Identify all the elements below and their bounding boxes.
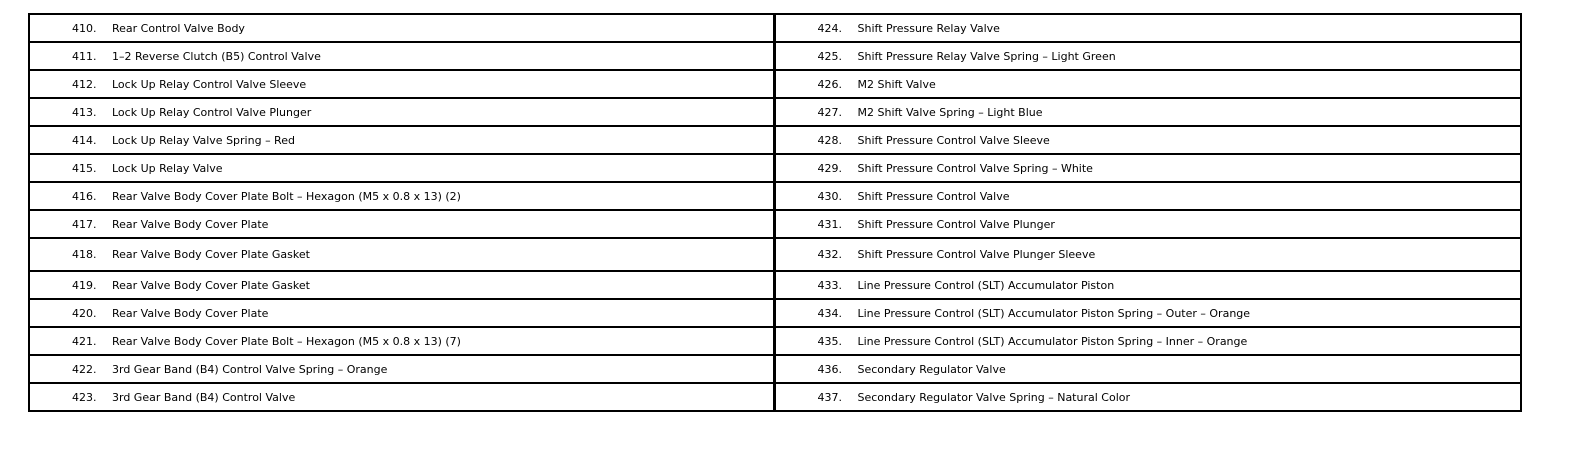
part-description: Secondary Regulator Valve <box>857 362 1006 376</box>
part-number: 413. <box>72 105 97 119</box>
right-column-cell <box>774 383 1521 411</box>
left-column-cell <box>29 14 774 42</box>
legend-entry <box>776 78 1521 91</box>
legend-entry <box>30 78 773 91</box>
part-description: M2 Shift Valve Spring – Light Blue <box>857 105 1043 119</box>
table-row <box>29 14 1521 42</box>
part-description: M2 Shift Valve <box>857 77 936 91</box>
legend-entry <box>30 22 773 35</box>
right-column-cell <box>774 271 1521 299</box>
right-column-cell <box>774 154 1521 182</box>
left-column-cell <box>29 98 774 126</box>
table-row <box>29 126 1521 154</box>
legend-entry <box>776 391 1521 404</box>
parts-legend-body <box>29 14 1521 411</box>
parts-legend-table <box>28 13 1522 412</box>
left-column-cell <box>29 154 774 182</box>
table-row <box>29 154 1521 182</box>
part-number: 437. <box>817 390 842 404</box>
part-number: 427. <box>817 105 842 119</box>
right-column-cell <box>774 210 1521 238</box>
left-column-cell <box>29 271 774 299</box>
part-description: Shift Pressure Relay Valve Spring – Light Green <box>857 49 1116 63</box>
table-row <box>29 271 1521 299</box>
table-row <box>29 42 1521 70</box>
right-column-cell <box>774 299 1521 327</box>
part-description: 1–2 Reverse Clutch (B5) Control Valve <box>112 49 321 63</box>
legend-entry <box>30 190 773 203</box>
part-number: 414. <box>72 133 97 147</box>
left-column-cell <box>29 42 774 70</box>
part-number: 419. <box>72 278 97 292</box>
left-column-cell <box>29 238 774 271</box>
part-number: 418. <box>72 248 97 261</box>
table-row <box>29 299 1521 327</box>
legend-entry <box>776 106 1521 119</box>
right-column-cell <box>774 182 1521 210</box>
part-description: 3rd Gear Band (B4) Control Valve Spring – Orange <box>112 362 388 376</box>
legend-entry <box>776 22 1521 35</box>
right-column-cell <box>774 355 1521 383</box>
right-column-cell <box>774 42 1521 70</box>
part-description: Rear Valve Body Cover Plate Gasket <box>112 248 310 261</box>
part-number: 434. <box>817 306 842 320</box>
part-number: 435. <box>817 334 842 348</box>
part-number: 430. <box>817 189 842 203</box>
table-row <box>29 238 1521 271</box>
legend-entry <box>30 248 773 261</box>
legend-entry <box>30 218 773 231</box>
right-column-cell <box>774 126 1521 154</box>
part-number: 423. <box>72 390 97 404</box>
part-description: Shift Pressure Control Valve Plunger Sleeve <box>857 248 1096 261</box>
table-row <box>29 182 1521 210</box>
legend-entry <box>776 218 1521 231</box>
part-number: 415. <box>72 161 97 175</box>
right-column-cell <box>774 238 1521 271</box>
part-description: Rear Valve Body Cover Plate Bolt – Hexagon (M5 x 0.8 x 13) (7) <box>112 334 461 348</box>
left-column-cell <box>29 126 774 154</box>
part-description: Lock Up Relay Valve Spring – Red <box>112 133 295 147</box>
part-number: 411. <box>72 49 97 63</box>
legend-entry <box>30 162 773 175</box>
part-number: 426. <box>817 77 842 91</box>
part-number: 416. <box>72 189 97 203</box>
part-description: Lock Up Relay Control Valve Plunger <box>112 105 312 119</box>
table-row <box>29 210 1521 238</box>
legend-entry <box>776 134 1521 147</box>
right-column-cell <box>774 327 1521 355</box>
part-description: Rear Control Valve Body <box>112 21 245 35</box>
part-description: Rear Valve Body Cover Plate Gasket <box>112 278 310 292</box>
legend-entry <box>30 363 773 376</box>
part-number: 436. <box>817 362 842 376</box>
part-number: 432. <box>817 248 842 261</box>
part-description: Shift Pressure Control Valve Plunger <box>857 217 1055 231</box>
part-number: 424. <box>817 21 842 35</box>
part-number: 421. <box>72 334 97 348</box>
legend-entry <box>30 50 773 63</box>
left-column-cell <box>29 210 774 238</box>
legend-entry <box>776 162 1521 175</box>
part-description: Line Pressure Control (SLT) Accumulator Piston Spring – Outer – Orange <box>857 306 1251 320</box>
part-description: Line Pressure Control (SLT) Accumulator Piston Spring – Inner – Orange <box>857 334 1248 348</box>
left-column-cell <box>29 327 774 355</box>
part-description: Rear Valve Body Cover Plate <box>112 217 269 231</box>
legend-entry <box>30 106 773 119</box>
part-description: Secondary Regulator Valve Spring – Natural Color <box>857 390 1131 404</box>
part-number: 431. <box>817 217 842 231</box>
part-number: 420. <box>72 306 97 320</box>
part-description: Shift Pressure Control Valve Sleeve <box>857 133 1050 147</box>
table-row <box>29 98 1521 126</box>
part-description: Shift Pressure Control Valve <box>857 189 1010 203</box>
part-number: 422. <box>72 362 97 376</box>
left-column-cell <box>29 182 774 210</box>
left-column-cell <box>29 70 774 98</box>
right-column-cell <box>774 98 1521 126</box>
legend-entry <box>30 134 773 147</box>
legend-entry <box>776 190 1521 203</box>
legend-entry <box>776 307 1521 320</box>
part-description: Shift Pressure Relay Valve <box>857 21 1000 35</box>
left-column-cell <box>29 355 774 383</box>
legend-entry <box>30 335 773 348</box>
table-row <box>29 327 1521 355</box>
right-column-cell <box>774 14 1521 42</box>
right-column-cell <box>774 70 1521 98</box>
part-number: 428. <box>817 133 842 147</box>
table-row <box>29 355 1521 383</box>
part-description: 3rd Gear Band (B4) Control Valve <box>112 390 296 404</box>
legend-entry <box>776 279 1521 292</box>
part-description: Lock Up Relay Control Valve Sleeve <box>112 77 307 91</box>
part-description: Rear Valve Body Cover Plate Bolt – Hexagon (M5 x 0.8 x 13) (2) <box>112 189 461 203</box>
legend-entry <box>776 363 1521 376</box>
legend-entry <box>30 307 773 320</box>
table-row <box>29 70 1521 98</box>
left-column-cell <box>29 383 774 411</box>
legend-entry <box>776 248 1521 261</box>
part-number: 410. <box>72 21 97 35</box>
table-row <box>29 383 1521 411</box>
legend-entry <box>776 50 1521 63</box>
part-description: Lock Up Relay Valve <box>112 161 223 175</box>
legend-entry <box>776 335 1521 348</box>
legend-entry <box>30 391 773 404</box>
left-column-cell <box>29 299 774 327</box>
legend-entry <box>30 279 773 292</box>
part-description: Line Pressure Control (SLT) Accumulator Piston <box>857 278 1115 292</box>
part-number: 429. <box>817 161 842 175</box>
part-number: 433. <box>817 278 842 292</box>
part-number: 425. <box>817 49 842 63</box>
part-number: 412. <box>72 77 97 91</box>
part-number: 417. <box>72 217 97 231</box>
part-description: Rear Valve Body Cover Plate <box>112 306 269 320</box>
part-description: Shift Pressure Control Valve Spring – White <box>857 161 1093 175</box>
